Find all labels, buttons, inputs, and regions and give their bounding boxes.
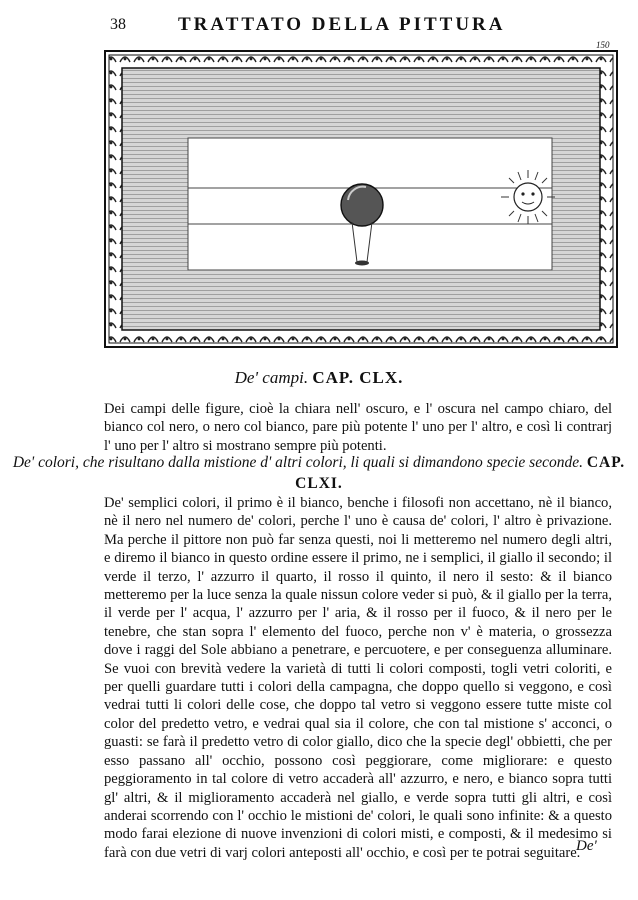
chapter-heading-clxi [0, 452, 638, 494]
chapter-title: De' colori, che risultano dalla mistione d' altri colori, li quali si dimandono specie seconde. [12, 454, 583, 471]
page-number: 38 [110, 16, 126, 33]
chapter-cap: CAP. CLX. [312, 368, 404, 387]
engraving-illustration [104, 50, 618, 348]
sphere [341, 184, 383, 226]
chapter-heading-clx [0, 368, 638, 388]
chapter-title: De' campi. [234, 368, 309, 387]
paragraph-clxi: De' semplici colori, il primo è il bianco, benche i filosofi non accettano, nè il bianco, nè il nero nel numero de' colori, perche l' uno è causa de' colori, l' altro è privazione. Ma perche il pittore non può far senza questi, noi li metteremo nel numero degli altri, e diremo il bianco in questo ordine essere il primo, ne i semplici, il giallo il secondo; il verde il terzo, l' azzurro il quarto, il rosso il quinto, il nero il sesto: & il bianco metteremo per la luce senza la quale nissun colore veder si può, & il giallo per la terra, il verde per l' acqua, l' azzurro per l' aria, & il rosso per il fuoco, & il nero per le tenebre, che stan sopra l' elemento del fuoco, perche non v' è materia, o grossezza dove i raggi del Sole abbiano a penetrare, e percuotere, e per conseguenza alluminare. Se vuoi con brevità vedere la varietà di tutti li colori composti, togli vetri coloriti, e per quelli guardare tutti i colori della campagna, che doppo quello si veggono, e così vedrai tutti li colori delle cose, che doppo tal vetro si veggono essere tutte miste col color del predetto vetro, e vedrai qual sia il colore, che con tal mistione s' acconci, o guasti: se farà il predetto vetro di color giallo, dico che la specie degl' obbietti, che per esso passano all' occhio, possono così peggiorare, come migliorare: e questo peggioramento in tal colore di vetro accaderà all' azzurro, e nero, e bianco sopra tutti gl' altri, & il miglioramento accaderà nel giallo, e verde sopra tutti gli altri, e così anderai scorrendo con l' occhio le mistioni de' colori, le quali sono infinite: & a questo modo farai elezione di nuove invenzioni di colori misti, e composti, & il medesimo si farà con due vetri di varj colori anteposti all' occhio, e così per te potrai seguitare. [104, 495, 612, 861]
paragraph-clx: Dei campi delle figure, cioè la chiara nell' oscuro, e l' oscura nel campo chiaro, del bianco col nero, o nero col bianco, pare più potente l' uno per l' altro, e così li contrarj l' uno per l' altro si mostrano sempre più potenti. [104, 401, 612, 454]
running-title: TRATTATO DELLA PITTURA [178, 14, 506, 35]
catchword: De' [576, 838, 597, 854]
plate-number: 150 [596, 40, 610, 50]
chapter-cap: CAP. CLXI. [295, 454, 626, 492]
